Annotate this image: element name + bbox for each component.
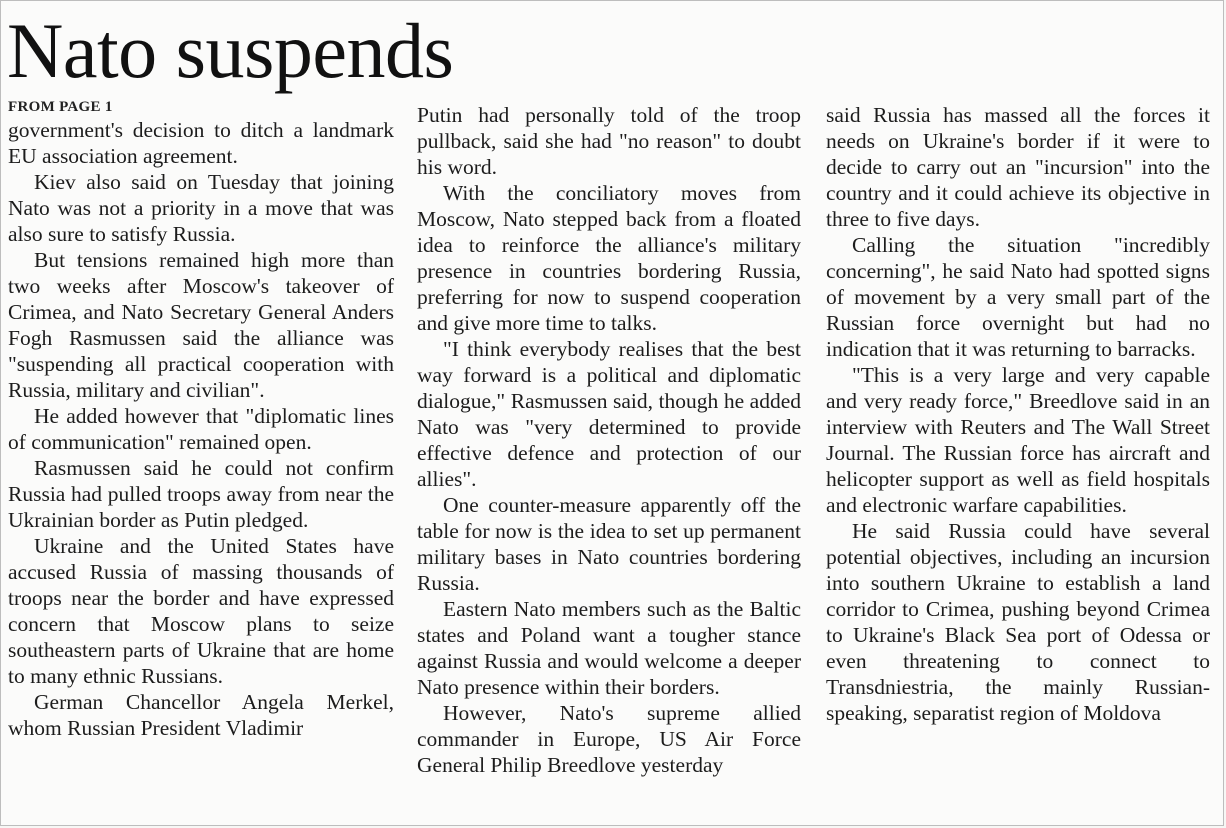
article-column-3 [826,102,1210,726]
paragraph: He added however that "diplomatic lines of communication" remained open. [8,404,394,454]
paragraph: Kiev also said on Tuesday that joining Nato was not a priority in a move that was also sure to satisfy Russia. [8,170,394,246]
paragraph: "This is a very large and very capable and very ready force," Breedlove said in an interview with Reuters and The Wall Street Journal. The Russian force has aircraft and helicopter support as well as field hospitals and electronic warfare capabilities. [826,363,1210,517]
paragraph: He said Russia could have several potential objectives, including an incursion into southern Ukraine to establish a land corridor to Crimea, pushing beyond Crimea to Ukraine's Black Sea port of Odessa or even threatening to connect to Transdniestria, the mainly Russian-speaking, separatist region of Moldova [826,519,1210,725]
paragraph: However, Nato's supreme allied commander in Europe, US Air Force General Philip Breedlove yesterday [417,701,801,777]
kicker-from-page: FROM PAGE 1 [8,99,113,115]
paragraph: government's decision to ditch a landmark EU association agreement. [8,118,394,168]
paragraph: German Chancellor Angela Merkel, whom Russian President Vladimir [8,690,394,740]
paragraph: Putin had personally told of the troop pullback, said she had "no reason" to doubt his word. [417,103,801,179]
paragraph: Ukraine and the United States have accused Russia of massing thousands of troops near the border and have expressed concern that Moscow plans to seize southeastern parts of Ukraine that are home to many ethnic Russians. [8,534,394,688]
article-column-1 [8,97,394,741]
article-column-2 [417,102,801,778]
paragraph: Eastern Nato members such as the Baltic states and Poland want a tougher stance against Russia and would welcome a deeper Nato presence within their borders. [417,597,801,699]
paragraph: But tensions remained high more than two weeks after Moscow's takeover of Crimea, and Nato Secretary General Anders Fogh Rasmussen said the alliance was "suspending all practical cooperation with Russia, military and civilian". [8,248,394,402]
paragraph: Calling the situation "incredibly concerning", he said Nato had spotted signs of movement by a very small part of the Russian force overnight but had no indication that it was returning to barracks. [826,233,1210,361]
paragraph: With the conciliatory moves from Moscow, Nato stepped back from a floated idea to reinforce the alliance's military presence in countries bordering Russia, preferring for now to suspend cooperation and give more time to talks. [417,181,801,335]
headline: Nato suspends [7,7,454,94]
paragraph: said Russia has massed all the forces it needs on Ukraine's border if it were to decide to carry out an "incursion" into the country and it could achieve its objective in three to five days. [826,103,1210,231]
paragraph: "I think everybody realises that the best way forward is a political and diplomatic dialogue," Rasmussen said, though he added Nato was "very determined to provide effective defence and protection of our allies". [417,337,801,491]
paragraph: One counter-measure apparently off the table for now is the idea to set up permanent military bases in Nato countries bordering Russia. [417,493,801,595]
paragraph: Rasmussen said he could not confirm Russia had pulled troops away from near the Ukrainian border as Putin pledged. [8,456,394,532]
